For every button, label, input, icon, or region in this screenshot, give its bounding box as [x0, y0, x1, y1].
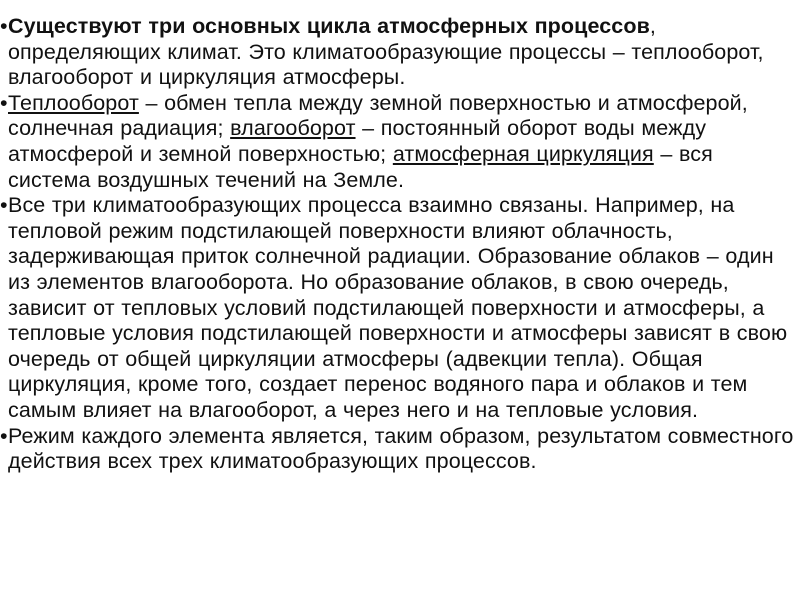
definition-text: – обмен тепла между земной поверхностью и атмосферой, солнечная радиация; [8, 90, 748, 141]
bullet-item-conclusion [0, 424, 796, 475]
bullet-marker: • [0, 90, 8, 115]
bullet-marker: • [0, 14, 8, 38]
definition-text: – вся система воздушных течений на Земле. [8, 141, 713, 192]
bullet-list [0, 14, 796, 475]
bullet-text [8, 91, 796, 193]
term-heat-circulation: Теплооборот [8, 90, 139, 115]
term-atmospheric-circulation: атмосферная циркуляция [392, 141, 654, 166]
bullet-item-interrelation [0, 193, 796, 423]
bold-lead-phrase: Существуют три основных цикла атмосферных процессов [8, 14, 650, 38]
bullet-text [8, 14, 796, 91]
bullet-item-cycles [0, 14, 796, 91]
paragraph-text: Все три климатообразующих процесса взаимно связаны. Например, на тепловой режим подстилающей поверхности влияют облачность, задерживающая приток солнечной радиации. Образование облаков – один из элементов влагооборота. Но образование облаков, в свою очередь, зависит от тепловых условий подстилающей поверхности и атмосферы, а тепловые условия подстилающей поверхности и атмосферы зависят в свою очередь от общей циркуляции атмосферы (адвекции тепла). Общая циркуляция, кроме того, создает перенос водяного пара и облаков и тем самым влияет на влагооборот, а через него и на тепловые условия. [8, 193, 788, 422]
definition-text: – постоянный оборот воды между атмосферой и земной поверхностью; [8, 116, 707, 166]
paragraph-text: Режим каждого элемента является, таким образом, результатом совместного действия всех трех климатообразующих процессов. [8, 423, 794, 474]
bullet-item-definitions [0, 91, 796, 193]
term-moisture-circulation: влагооборот [230, 116, 356, 141]
paragraph-text: , определяющих климат. Это климатообразующие процессы – теплооборот, влагооборот и циркуляция атмосферы. [8, 14, 764, 90]
bullet-marker: • [0, 193, 8, 218]
bullet-marker: • [0, 423, 8, 448]
